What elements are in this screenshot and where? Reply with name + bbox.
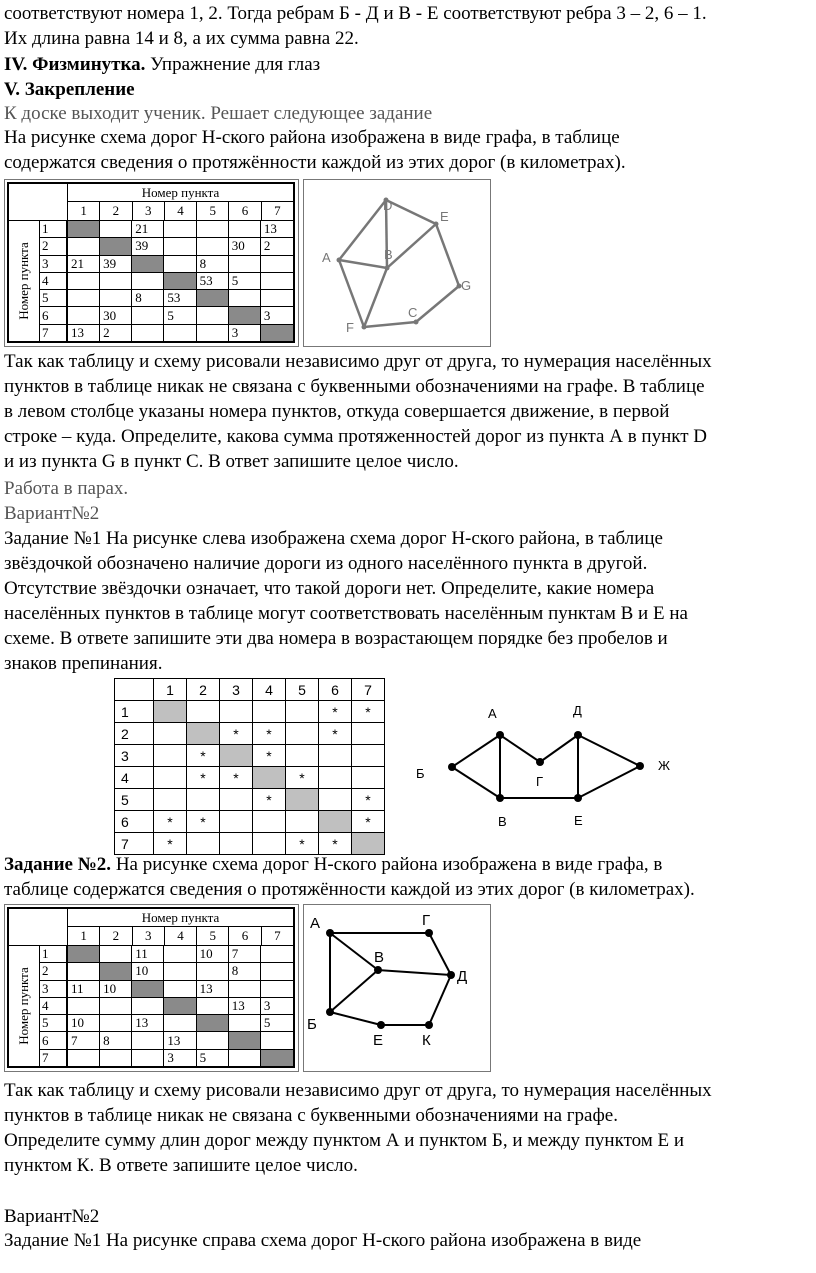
table-cell	[132, 324, 164, 341]
row-number: 7	[39, 324, 67, 341]
table-cell: 7	[68, 1031, 100, 1048]
node-label-zh: Ж	[658, 758, 671, 773]
table-cell	[229, 220, 261, 237]
text-line: Задание №1 На рисунке слева изображена схема дорог Н-ского района, в таблице	[4, 528, 663, 549]
diagonal-cell	[352, 833, 385, 855]
table-cell	[253, 811, 286, 833]
table-cell	[100, 272, 132, 289]
diagonal-cell	[164, 272, 196, 289]
node-label-d: Д	[573, 703, 582, 718]
table-cell: 10	[132, 962, 164, 979]
text-line: Так как таблицу и схему рисовали независимо друг от друга, то нумерация населённых	[4, 351, 712, 372]
diagonal-cell	[68, 945, 100, 962]
node-label-c: C	[408, 305, 418, 320]
text-line: населённых пунктов в таблице могут соответствовать населённым пунктам В и Е на	[4, 603, 688, 624]
table-cell	[164, 962, 196, 979]
table-cell: *	[286, 833, 319, 855]
table-cell	[261, 1031, 293, 1048]
table-cell	[261, 945, 293, 962]
table-cell	[154, 723, 187, 745]
table-cell: 5	[164, 306, 196, 323]
table-cell	[286, 811, 319, 833]
node-label-b: Б	[416, 766, 425, 781]
table-cell: *	[253, 723, 286, 745]
table-cell	[319, 767, 352, 789]
road-graph-1	[303, 179, 491, 347]
text-line: Вариант№2	[4, 1206, 100, 1227]
edge-d-e	[386, 200, 436, 224]
diagonal-cell	[261, 1049, 293, 1066]
table-cell: 53	[197, 272, 229, 289]
column-number: 3	[133, 201, 165, 220]
column-number: 5	[286, 679, 319, 701]
task-heading: Задание №2.	[4, 854, 112, 875]
table-cell	[261, 272, 293, 289]
diagonal-cell	[253, 767, 286, 789]
distance-table-1-frame	[7, 182, 295, 343]
text-line: Их длина равна 14 и 8, а их сумма равна 22.	[4, 28, 359, 49]
table-cell	[352, 767, 385, 789]
table-corner	[9, 184, 67, 220]
table-cell	[132, 997, 164, 1014]
column-number: 4	[253, 679, 286, 701]
table-cell: 2	[261, 237, 293, 254]
column-number: 6	[229, 926, 261, 945]
table-side-label-cell	[9, 945, 40, 1066]
diagonal-cell	[229, 306, 261, 323]
table-cell	[261, 289, 293, 306]
table-cell: 5	[261, 1014, 293, 1031]
diagonal-cell	[154, 701, 187, 723]
diagonal-cell	[229, 1031, 261, 1048]
table-cell: *	[220, 723, 253, 745]
text-line: Работа в парах.	[4, 478, 129, 499]
table-cell: *	[154, 811, 187, 833]
column-number: 2	[100, 926, 132, 945]
edge-d-a	[339, 200, 386, 260]
table-cell: 5	[197, 1049, 229, 1066]
table-grid	[67, 945, 293, 1066]
row-number: 6	[39, 306, 67, 323]
table-cell	[229, 1014, 261, 1031]
table-cell	[253, 701, 286, 723]
table-cell	[68, 306, 100, 323]
table-cell: *	[319, 723, 352, 745]
table-cell: 8	[197, 255, 229, 272]
table-cell	[319, 745, 352, 767]
table-cell: 13	[197, 980, 229, 997]
table-cell: 13	[261, 220, 293, 237]
node-label-a: А	[310, 915, 321, 932]
row-number: 7	[39, 1049, 67, 1066]
table-cell: 8	[100, 1031, 132, 1048]
column-numbers	[67, 201, 293, 221]
row-number: 3	[115, 745, 154, 767]
column-number: 4	[165, 201, 197, 220]
diagonal-cell	[132, 980, 164, 997]
distance-table-2-frame	[7, 907, 295, 1068]
adjacency-table	[114, 678, 385, 855]
column-number: 1	[68, 201, 100, 220]
table-cell	[187, 833, 220, 855]
row-number: 7	[115, 833, 154, 855]
table-cell	[164, 324, 196, 341]
table-cell	[197, 306, 229, 323]
table-cell	[229, 980, 261, 997]
row-number: 2	[39, 237, 67, 254]
column-number: 2	[100, 201, 132, 220]
table-row	[115, 833, 385, 855]
row-number: 1	[39, 220, 67, 237]
text-line: Отсутствие звёздочки означает, что такой дороги нет. Определите, какие номера	[4, 578, 655, 599]
node-label-g: G	[461, 278, 472, 293]
diagonal-cell	[220, 745, 253, 767]
table-cell	[197, 220, 229, 237]
table-cell	[68, 997, 100, 1014]
table-cell	[197, 962, 229, 979]
section-subtitle: Упражнение для глаз	[145, 54, 321, 75]
table-cell	[100, 997, 132, 1014]
table-cell	[164, 980, 196, 997]
road-graph-3	[303, 904, 491, 1072]
table-row	[115, 789, 385, 811]
table-cell	[132, 1031, 164, 1048]
node-label-v: В	[498, 814, 507, 829]
table-cell	[197, 237, 229, 254]
table-cell: 2	[100, 324, 132, 341]
edge-f-c	[364, 322, 416, 327]
node-label-a: A	[322, 250, 331, 265]
table-row	[115, 767, 385, 789]
table-cell	[352, 723, 385, 745]
row-number: 1	[39, 945, 67, 962]
table-cell: 13	[132, 1014, 164, 1031]
text-line: соответствуют номера 1, 2. Тогда ребрам Б - Д и В - Е соответствуют ребра 3 – 2, 6 – 1.	[4, 3, 707, 24]
row-number: 2	[39, 962, 67, 979]
table-cell	[100, 1049, 132, 1066]
text-line: Вариант№2	[4, 503, 100, 524]
table-cell: 13	[164, 1031, 196, 1048]
table-cell	[253, 833, 286, 855]
node-label-a: А	[488, 706, 497, 721]
table-side-label: Номер пункта	[16, 242, 31, 320]
text-line: На рисунке схема дорог Н-ского района изображена в виде графа, в таблице	[4, 127, 620, 148]
edge-e-g	[436, 224, 459, 286]
column-number: 1	[154, 679, 187, 701]
text-line: пунктов в таблице никак не связана с буквенными обозначениями на графе.	[4, 1105, 618, 1126]
table-row	[115, 811, 385, 833]
table-cell	[197, 324, 229, 341]
edge-a-b	[339, 260, 387, 268]
table-cell: 11	[132, 945, 164, 962]
table-cell	[100, 220, 132, 237]
table-cell: *	[352, 811, 385, 833]
table-cell: 11	[68, 980, 100, 997]
diagonal-cell	[100, 962, 132, 979]
table-cell: *	[253, 745, 286, 767]
table-corner	[115, 679, 154, 701]
table-cell	[187, 789, 220, 811]
table-cell: 3	[261, 306, 293, 323]
row-numbers	[39, 220, 67, 341]
row-numbers	[39, 945, 67, 1066]
edge-c-g	[416, 286, 459, 322]
row-number: 5	[39, 289, 67, 306]
table-cell: 21	[132, 220, 164, 237]
table-grid	[67, 220, 293, 341]
table-cell: *	[187, 767, 220, 789]
table-cell	[197, 997, 229, 1014]
row-number: 1	[115, 701, 154, 723]
text-line: К доске выходит ученик. Решает следующее задание	[4, 103, 433, 124]
table-cell: 7	[229, 945, 261, 962]
table-cell: *	[352, 789, 385, 811]
table-cell	[286, 723, 319, 745]
node-label-e: E	[440, 209, 449, 224]
distance-table-1-figure	[4, 179, 299, 347]
table-row	[115, 745, 385, 767]
node-label-b: Б	[307, 1016, 317, 1033]
column-number: 1	[68, 926, 100, 945]
table-cell: 39	[100, 255, 132, 272]
table-side-label: Номер пункта	[16, 967, 31, 1045]
node-label-f: F	[346, 320, 354, 335]
distance-table-2-figure	[4, 904, 299, 1072]
column-number: 5	[197, 201, 229, 220]
table-cell: 10	[68, 1014, 100, 1031]
row-number: 6	[115, 811, 154, 833]
table-cell: 8	[229, 962, 261, 979]
edge-e-b	[387, 224, 436, 268]
section-heading: IV. Физминутка.	[4, 54, 146, 75]
table-row	[115, 701, 385, 723]
table-cell	[220, 701, 253, 723]
row-number: 6	[39, 1031, 67, 1048]
diagonal-cell	[286, 789, 319, 811]
row-number: 3	[39, 255, 67, 272]
table-cell: 30	[229, 237, 261, 254]
edge-b-f	[364, 268, 387, 327]
table-cell	[100, 289, 132, 306]
node-label-b: B	[384, 247, 393, 262]
table-cell	[352, 745, 385, 767]
table-cell: 3	[229, 324, 261, 341]
table-cell	[164, 237, 196, 254]
column-number: 3	[133, 926, 165, 945]
table-cell	[154, 767, 187, 789]
table-cell	[100, 1014, 132, 1031]
section-heading: V. Закрепление	[4, 79, 135, 100]
table-cell: 21	[68, 255, 100, 272]
table-cell	[164, 220, 196, 237]
column-number: 4	[165, 926, 197, 945]
table-cell: 10	[197, 945, 229, 962]
table-cell: 13	[68, 324, 100, 341]
table-cell	[68, 1049, 100, 1066]
diagonal-cell	[132, 255, 164, 272]
table-cell	[68, 272, 100, 289]
table-cell	[261, 962, 293, 979]
table-cell	[68, 237, 100, 254]
table-cell: 13	[229, 997, 261, 1014]
node-label-g: Г	[536, 774, 544, 789]
column-number: 7	[274, 928, 281, 943]
table-cell: *	[220, 767, 253, 789]
table-cell	[68, 962, 100, 979]
column-number: 5	[197, 926, 229, 945]
text-line	[4, 853, 662, 877]
table-header-label: Номер пункта	[67, 909, 293, 927]
road-graph-1-svg	[304, 180, 490, 346]
table-cell	[197, 1031, 229, 1048]
table-cell	[220, 833, 253, 855]
column-number: 7	[352, 679, 385, 701]
column-number: 3	[220, 679, 253, 701]
table-cell	[229, 1049, 261, 1066]
table-cell	[220, 789, 253, 811]
table-cell: 30	[100, 306, 132, 323]
table-cell	[164, 945, 196, 962]
edge-a-f	[339, 260, 364, 327]
text-line: Так как таблицу и схему рисовали независимо друг от друга, то нумерация населённых	[4, 1080, 712, 1101]
table-cell	[286, 701, 319, 723]
table-cell: *	[253, 789, 286, 811]
row-number: 5	[39, 1014, 67, 1031]
table-cell	[164, 255, 196, 272]
row-number: 4	[39, 272, 67, 289]
column-number: 7	[274, 203, 281, 218]
table-cell	[132, 1049, 164, 1066]
text-line: в левом столбце указаны номера пунктов, откуда совершается движение, в первой	[4, 401, 670, 422]
row-number: 5	[115, 789, 154, 811]
text-line: Задание №1 На рисунке справа схема дорог Н-ского района изображена в виде	[4, 1230, 642, 1251]
text-line: строке – куда. Определите, какова сумма протяженностей дорог из пункта А в пункт D	[4, 426, 708, 447]
column-number: 2	[187, 679, 220, 701]
table-cell	[100, 945, 132, 962]
diagonal-cell	[68, 220, 100, 237]
table-cell	[261, 980, 293, 997]
road-graph-3-svg	[304, 905, 490, 1071]
table-cell: 10	[100, 980, 132, 997]
row-number: 4	[39, 997, 67, 1014]
table-row	[115, 723, 385, 745]
node-label-e: Е	[574, 813, 583, 828]
adjacency-table-grid	[114, 678, 385, 855]
table-cell: 3	[164, 1049, 196, 1066]
text-line: звёздочкой обозначено наличие дороги из одного населённого пункта в другой.	[4, 553, 648, 574]
node-label-g: Г	[422, 912, 431, 929]
row-number: 3	[39, 980, 67, 997]
column-numbers	[67, 926, 293, 946]
table-cell	[164, 1014, 196, 1031]
table-cell	[187, 701, 220, 723]
table-header-label: Номер пункта	[67, 184, 293, 202]
table-cell	[154, 789, 187, 811]
table-cell	[132, 306, 164, 323]
table-cell: *	[187, 811, 220, 833]
node-label-d: D	[383, 198, 393, 213]
text-line: таблице содержатся сведения о протяжённости каждой из этих дорог (в километрах).	[4, 879, 695, 900]
node-label-d: Д	[457, 968, 468, 985]
table-cell: 53	[164, 289, 196, 306]
row-number: 4	[115, 767, 154, 789]
table-cell: *	[319, 701, 352, 723]
text-line: схеме. В ответе запишите эти два номера в возрастающем порядке без пробелов и	[4, 628, 668, 649]
diagonal-cell	[319, 811, 352, 833]
text-line: пунктом К. В ответе запишите целое число.	[4, 1155, 358, 1176]
text-line: знаков препинания.	[4, 653, 163, 674]
text-line: и из пункта G в пункт C. В ответ запишите целое число.	[4, 451, 459, 472]
text-line: Определите сумму длин дорог между пунктом А и пунктом Б, и между пунктом Е и	[4, 1130, 685, 1151]
table-cell	[229, 255, 261, 272]
task-text: На рисунке схема дорог Н-ского района изображена в виде графа, в	[111, 854, 663, 875]
table-side-label-cell	[9, 220, 40, 341]
row-number: 2	[115, 723, 154, 745]
text-line: пунктов в таблице никак не связана с буквенными обозначениями на графе. В таблице	[4, 376, 705, 397]
road-graph-2	[405, 690, 705, 830]
diagonal-cell	[197, 289, 229, 306]
node-label-k: К	[422, 1032, 431, 1049]
diagonal-cell	[187, 723, 220, 745]
table-cell	[68, 289, 100, 306]
column-number: 6	[319, 679, 352, 701]
node-label-e: Е	[373, 1032, 384, 1049]
table-cell	[261, 255, 293, 272]
table-cell: *	[187, 745, 220, 767]
table-cell: 39	[132, 237, 164, 254]
table-cell: *	[352, 701, 385, 723]
text-line	[4, 53, 320, 77]
table-cell: 3	[261, 997, 293, 1014]
column-number: 6	[229, 201, 261, 220]
diagonal-cell	[100, 237, 132, 254]
table-cell	[229, 289, 261, 306]
table-cell: *	[319, 833, 352, 855]
table-cell: *	[154, 833, 187, 855]
table-cell	[154, 745, 187, 767]
table-cell: *	[286, 767, 319, 789]
node-label-v: В	[374, 949, 385, 966]
diagonal-cell	[261, 324, 293, 341]
table-cell	[220, 811, 253, 833]
table-cell: 8	[132, 289, 164, 306]
text-line: содержатся сведения о протяжённости каждой из этих дорог (в километрах).	[4, 152, 626, 173]
table-cell	[286, 745, 319, 767]
table-cell: 5	[229, 272, 261, 289]
table-cell	[132, 272, 164, 289]
diagonal-cell	[197, 1014, 229, 1031]
table-cell	[319, 789, 352, 811]
diagonal-cell	[164, 997, 196, 1014]
